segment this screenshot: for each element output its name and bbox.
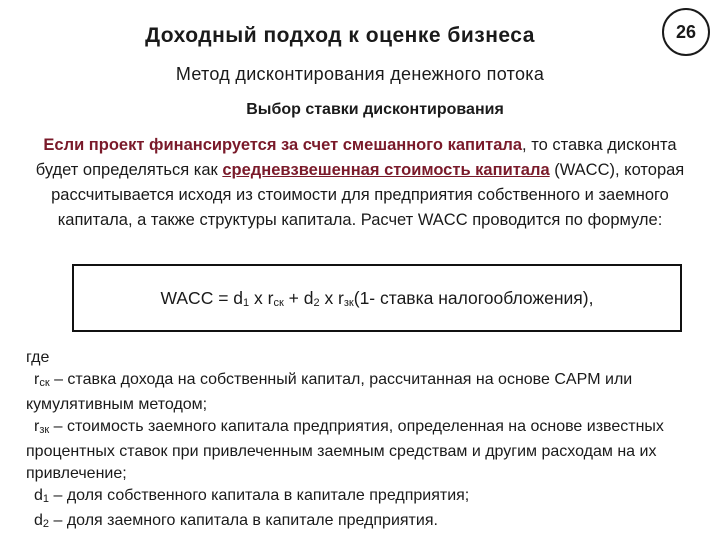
intro-text-2: (WACC), которая рассчитывается исходя из стоимости для предприятия собственного и заемного капитала, а также структуры капитала. Расчет WACC проводится по формуле: <box>51 161 685 229</box>
formula-part: + d <box>283 287 314 308</box>
definition-rzk <box>26 416 706 485</box>
intro-text-1: , то ставка дисконта будет определяться как <box>35 136 677 179</box>
section-title: Выбор ставки дисконтирования <box>246 101 504 118</box>
formula-part: x r <box>249 287 274 308</box>
definition-text: – стоимость заемного капитала предприятия, определенная на основе известных процентных ставок при привлеченным заемным средствам и другим расходам на их привлечение; <box>26 418 664 482</box>
page-number-badge: 26 <box>662 8 710 56</box>
symbol-subscript: зк <box>39 424 50 436</box>
definition-d2 <box>26 510 706 535</box>
definition-text: – ставка дохода на собственный капитал, рассчитанная на основе CAPM или кумулятивным методом; <box>26 371 633 413</box>
formula-subscript: ск <box>273 296 284 309</box>
symbol: d <box>34 487 43 504</box>
formula-subscript: 1 <box>243 296 250 309</box>
symbol: r <box>34 371 40 388</box>
wacc-formula <box>161 288 594 309</box>
definition-text: – доля заемного капитала в капитале предприятия. <box>49 512 438 529</box>
wacc-formula-box <box>72 264 682 332</box>
page-title: Доходный подход к оценке бизнеса <box>145 24 535 47</box>
formula-part: WACC = d <box>160 287 244 308</box>
symbol: r <box>34 418 40 435</box>
formula-subscript: 2 <box>313 296 320 309</box>
symbol-subscript: 1 <box>42 493 50 505</box>
definition-text: – доля собственного капитала в капитале предприятия; <box>49 487 470 504</box>
method-subtitle: Метод дисконтирования денежного потока <box>175 64 545 84</box>
intro-paragraph <box>28 133 692 233</box>
symbol-subscript: 2 <box>42 518 50 530</box>
symbol: d <box>34 512 43 529</box>
definitions-block <box>26 347 706 535</box>
wacc-term: средневзвешенная стоимость капитала <box>222 161 550 179</box>
definition-rsk <box>26 369 706 416</box>
mixed-capital-phrase: Если проект финансируется за счет смешанного капитала <box>43 136 523 154</box>
definition-d1 <box>26 485 706 510</box>
symbol-subscript: ск <box>39 377 50 389</box>
formula-subscript: зк <box>343 296 354 309</box>
formula-part: (1- ставка налогообложения), <box>353 287 594 308</box>
where-label: где <box>26 349 50 366</box>
formula-part: x r <box>319 287 344 308</box>
